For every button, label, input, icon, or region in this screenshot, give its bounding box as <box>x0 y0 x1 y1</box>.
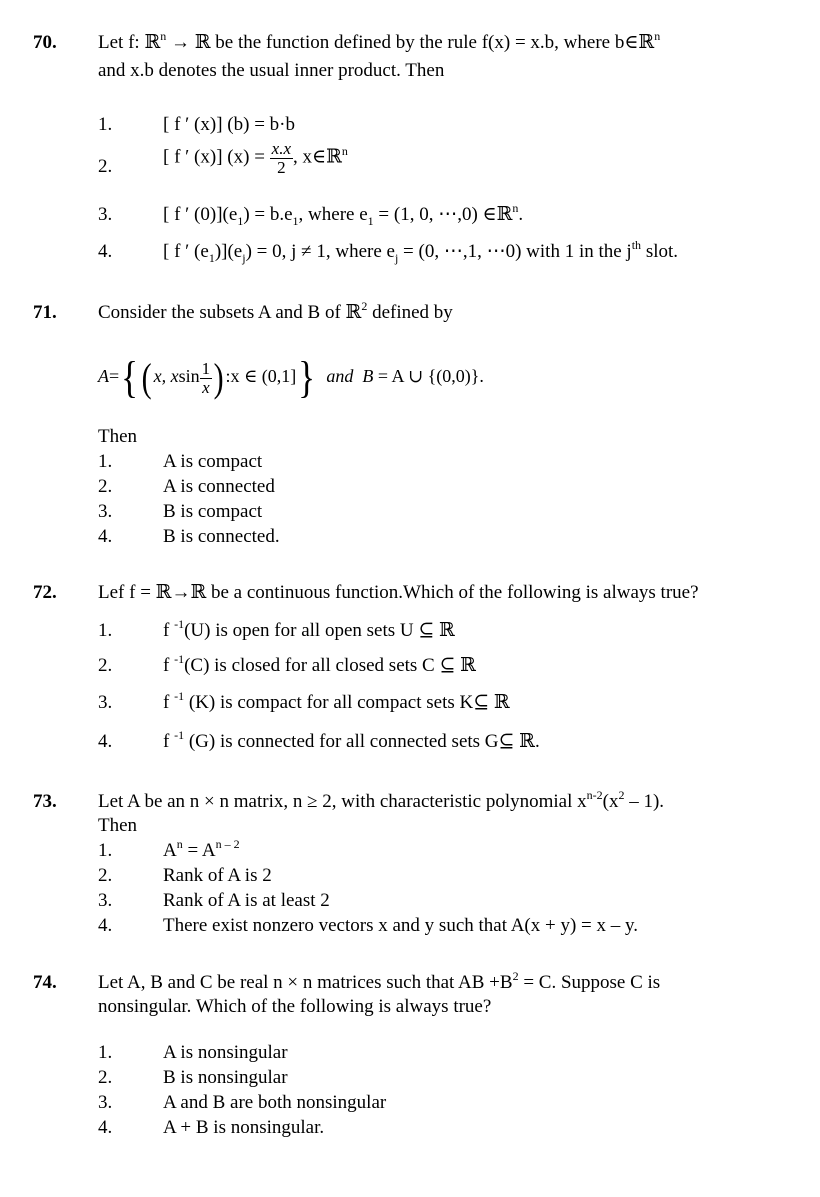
question-number: 74. <box>33 972 57 993</box>
question-stem: Let A be an n × n matrix, n ≥ 2, with characteristic polynomial $x^{n-2}(x^2 - 1)$. <box>98 788 665 812</box>
question-stem: Lef f = ℝ→ℝ be a continuous function.Which of the following is always true? <box>98 582 699 603</box>
question-number: 71. <box>33 302 57 323</box>
then-label: Then <box>98 426 138 447</box>
question-stem: Consider the subsets A and B of ℝ$^2$ defined by <box>98 299 453 323</box>
fraction: $\frac{1}{x}$ <box>201 358 211 397</box>
fraction: $\frac{x.x}{2}$ <box>271 139 292 177</box>
question-stem-line-2: and x.b denotes the usual inner product. Then <box>98 60 445 81</box>
question-stem: Let f: ℝ$^n$ → ℝ be the function defined by the rule f(x) = x.b, where b∈ℝ$^n$ <box>98 29 661 53</box>
question-stem-line-2: nonsingular. Which of the following is always true? <box>98 996 492 1017</box>
question-number: 73. <box>33 791 57 812</box>
question-number: 72. <box>33 582 57 603</box>
question-stem: Let A, B and C be real n × n matrices such that AB $+B^2 = C$. Suppose C is <box>98 969 661 993</box>
then-label: Then <box>98 815 138 836</box>
set-definition-formula: A={(x, xsin $\frac{1}{x}$ ):x ∈ (0,1]} and B = A ∪ {(0,0)}. <box>98 353 484 402</box>
question-number: 70. <box>33 32 57 53</box>
